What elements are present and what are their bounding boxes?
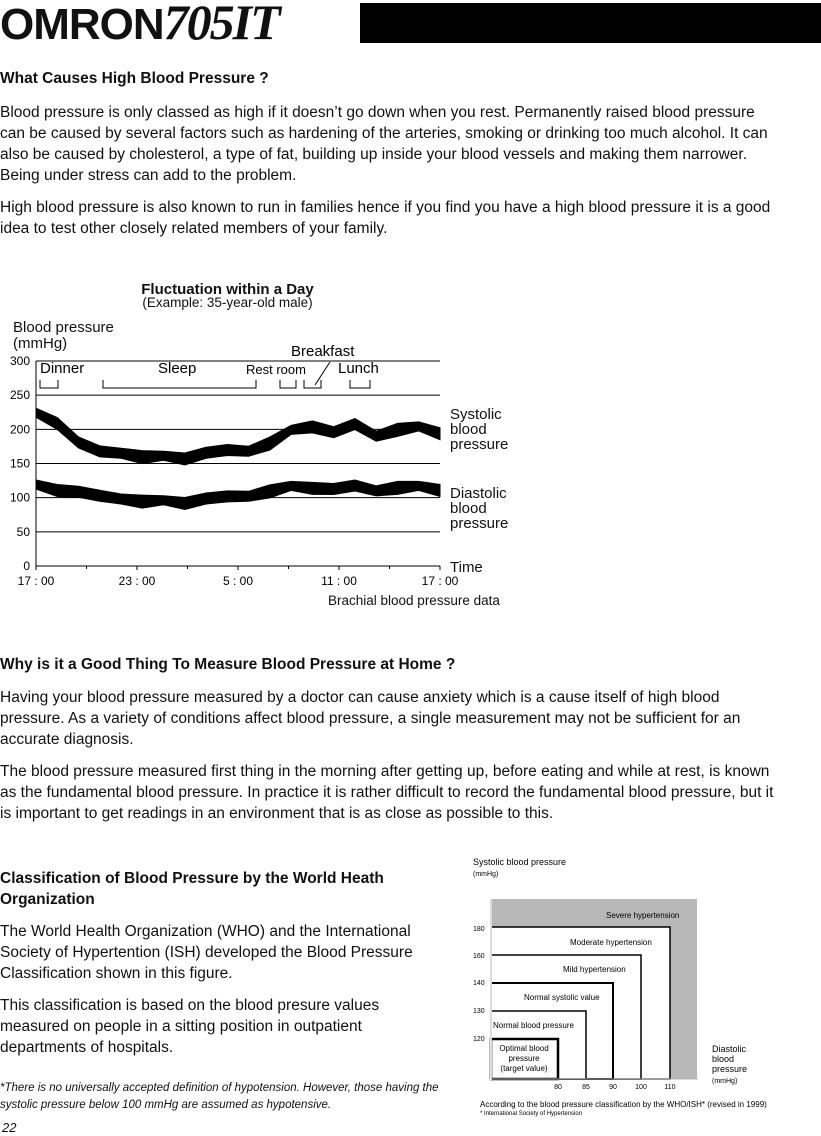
chart2-xunit: (mmHg) xyxy=(712,1078,738,1085)
who-paragraph-2: This classification is based on the blood presure values measured on people in a sitting position in outpatient departments of hospitals. xyxy=(0,997,380,1056)
classification-label: Severe hypertension xyxy=(606,911,680,920)
classification-label: Normal systolic value xyxy=(524,993,600,1002)
chart2-xtick-label: 80 xyxy=(554,1084,562,1091)
header-bar xyxy=(360,3,821,43)
period-pointer-breakfast xyxy=(315,362,330,385)
classification-label: Mild hypertension xyxy=(563,965,626,974)
systolic-band xyxy=(36,408,440,465)
chart2-ylabel: Systolic blood pressure xyxy=(473,857,567,867)
period-label-dinner: Dinner xyxy=(40,360,85,377)
period-bracket-dinner xyxy=(40,380,58,388)
who-paragraph-1: The World Health Organization (WHO) and the International Society of Hypertention (ISH) developed the Blood Pressure Classification shown in this figure. xyxy=(0,923,413,982)
period-label-sleep: Sleep xyxy=(158,360,197,377)
who-heading: Classification of Blood Pressure by the World Heath Organization xyxy=(0,870,384,908)
period-bracket-breakfast xyxy=(304,380,321,388)
diastolic-label: Diastolic blood pressure xyxy=(450,485,509,532)
chart1-xtick-label: 23 : 00 xyxy=(118,574,156,588)
chart1-ytick-label: 200 xyxy=(9,422,30,437)
systolic-label: Systolic blood pressure xyxy=(450,406,509,453)
model-name: 705IT xyxy=(163,0,279,50)
chart1-ytick-label: 100 xyxy=(9,490,30,505)
home-paragraph-2: The blood pressure measured first thing in the morning after getting up, before eating and while at rest, is known as the fundamental blood pressure. In practice it is rather difficult to record the fundamental blood pressure, but it is important to get readings in an environment that is as close as possible to this. xyxy=(0,763,774,822)
chart1-ytick-label: 150 xyxy=(9,456,30,471)
causes-heading: What Causes High Blood Pressure ? xyxy=(0,70,269,87)
chart2-caption: According to the blood pressure classification by the WHO/ISH* (revised in 1999) xyxy=(480,1100,767,1109)
chart1-ytick-label: 250 xyxy=(9,388,30,403)
chart2-xtick-label: 85 xyxy=(582,1084,590,1091)
chart2-xtick-label: 100 xyxy=(635,1084,647,1091)
classification-label-optimal: (target value) xyxy=(500,1064,548,1073)
chart1-ylabel: Blood pressure (mmHg) xyxy=(13,319,114,352)
chart1-ytick-label: 300 xyxy=(9,354,30,368)
period-bracket-lunch xyxy=(350,380,370,388)
chart2-ytick-label: 130 xyxy=(473,1008,485,1015)
chart1-xtick-label: 11 : 00 xyxy=(321,574,357,588)
chart2-xtick-label: 110 xyxy=(664,1084,676,1091)
chart1-xtick-label: 17 : 00 xyxy=(17,574,55,588)
chart2-xtick-label: 90 xyxy=(609,1084,617,1091)
chart2-ytick-label: 120 xyxy=(473,1036,485,1043)
period-label-breakfast: Breakfast xyxy=(291,343,355,360)
classification-label: Moderate hypertension xyxy=(570,938,652,947)
home-heading: Why is it a Good Thing To Measure Blood Pressure at Home ? xyxy=(0,656,456,673)
classification-label-optimal: pressure xyxy=(508,1054,540,1063)
chart1-xlabel: Time xyxy=(450,559,483,576)
home-paragraph-1: Having your blood pressure measured by a doctor can cause anxiety which is a cause itself of high blood pressure. As a variety of conditions affect blood pressure, a single measurement may not be sufficient for an accurate diagnosis. xyxy=(0,689,741,748)
classification-label: Normal blood pressure xyxy=(493,1021,574,1030)
chart1-ytick-label: 0 xyxy=(23,559,30,573)
period-bracket-sleep xyxy=(103,380,256,388)
brand-name: OMRON xyxy=(0,0,164,49)
brand-logo xyxy=(0,0,279,50)
chart2-xlabel-line: Diastolic xyxy=(712,1044,747,1054)
classification-label-optimal: Optimal blood xyxy=(499,1044,549,1053)
chart1-title: Fluctuation within a Day xyxy=(141,281,314,298)
chart2-ytick-label: 160 xyxy=(473,953,485,960)
chart2-xlabel-line: blood xyxy=(712,1054,735,1064)
causes-paragraph-2: High blood pressure is also known to run in families hence if you find you have a high blood pressure it is a good idea to test other closely related members of your family. xyxy=(0,199,771,237)
chart1-xtick-label: 5 : 00 xyxy=(222,574,254,588)
chart2-ytick-label: 140 xyxy=(473,980,485,987)
diastolic-band xyxy=(36,480,440,509)
chart1-source: Brachial blood pressure data xyxy=(328,593,500,608)
who-classification-chart xyxy=(466,852,816,1122)
period-bracket-restroom xyxy=(280,380,296,388)
chart2-xlabel-line: pressure xyxy=(712,1064,748,1074)
period-label-restroom: Rest room xyxy=(246,362,306,377)
chart1-subtitle: (Example: 35-year-old male) xyxy=(142,295,313,310)
chart2-yunit: (mmHg) xyxy=(473,871,499,878)
chart1-ytick-label: 50 xyxy=(16,524,30,539)
chart2-ytick-label: 180 xyxy=(473,926,485,933)
chart2-footnote: * International Society of Hypertension xyxy=(480,1111,583,1117)
hypotension-note: *There is no universally accepted definition of hypotension. However, those having the systolic pressure below 100 mmHg are assumed as hypotensive. xyxy=(0,1081,439,1111)
causes-paragraph-1: Blood pressure is only classed as high if it doesn’t go down when you rest. Permanently raised blood pressure can be caused by several factors such as hardening of the arteries, smoking or drinking too much alcohol. It can also be caused by cholesterol, a type of fat, building up inside your blood vessels and making them narrower. Being under stress can add to the problem. xyxy=(0,104,768,184)
bp-fluctuation-chart xyxy=(0,340,459,600)
chart1-xtick-label: 17 : 00 xyxy=(421,574,459,588)
page-number: 22 xyxy=(2,1120,17,1135)
period-label-lunch: Lunch xyxy=(338,360,379,377)
